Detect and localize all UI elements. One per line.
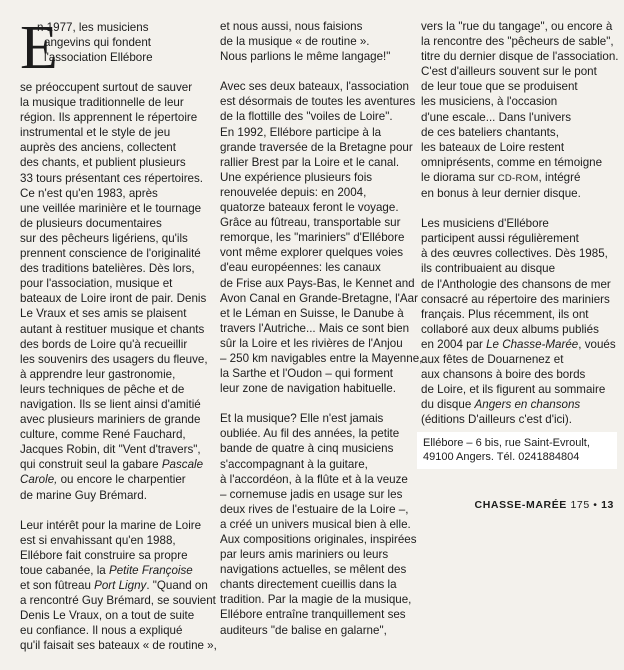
italic-title: Angers en chansons (474, 398, 581, 412)
text-line: les bateaux de Loire restent (421, 140, 565, 154)
text-line: vers la "rue du tangage", ou encore à (421, 20, 613, 33)
paragraph-continued (220, 19, 402, 64)
address-box (417, 432, 617, 469)
text-segment: toue cabanée, la (20, 563, 109, 577)
text-line: d'une escale... Dans l'univers (421, 110, 572, 124)
text-line: grande traversée de la Bretagne pour (220, 140, 413, 154)
text-line: collaboré aux deux albums publiés (421, 322, 599, 336)
text-line: a rencontré Guy Brémard, se souvient (20, 594, 216, 608)
text-line: Avon Canal en Grande-Bretagne, l'Aar (220, 291, 418, 305)
paragraph-flotilla (220, 79, 423, 396)
text-line: la rencontre des "pêcheurs de sable", (421, 35, 614, 49)
text-segment: qui construit seul la gabare (20, 458, 159, 472)
text-line: une veillée marinière et le tournage (20, 201, 202, 215)
text-line: instrumental et le style de jeu (20, 126, 171, 140)
dropcap-letter: E (20, 14, 58, 82)
text-segment: le diorama sur (421, 170, 498, 184)
text-line: ils contribuaient au disque (421, 262, 556, 276)
text-line: sur des pêcheurs ligériens, qu'ils (20, 231, 188, 245)
text-line: de marine Guy Brémard. (20, 488, 147, 502)
text-line: est si envahissant qu'en 1988, (20, 533, 176, 547)
text-segment: du disque (421, 398, 475, 412)
paragraph-1 (20, 80, 208, 503)
text-line: n 1977, les musiciens (37, 21, 149, 34)
text-line: Ellébore fait construire sa propre (20, 548, 188, 562)
text-line: bateaux de Loire iront de pair. Denis (20, 292, 207, 306)
text-line: des chants, et publient plusieurs (20, 156, 186, 170)
text-line: la Sarthe et l'Oudon – qui forment (220, 367, 394, 381)
text-line: leur zone de navigation habituelle. (220, 382, 396, 396)
text-line: de plusieurs documentaires (20, 216, 162, 230)
text-line: En 1992, Ellébore participe à la (220, 125, 382, 139)
text-line: participent aussi régulièrement (421, 232, 579, 246)
text-line: les souvenirs des usagers du fleuve, (20, 352, 208, 366)
text-line: de Frise aux Pays-Bas, le Kennet and (220, 276, 415, 290)
text-line: tradition. Par la magie de la musique, (220, 593, 412, 607)
text-segment: ou encore le charpentier (57, 473, 186, 487)
article-column-2 (220, 19, 423, 638)
text-line: Avec ses deux bateaux, l'association (220, 80, 409, 94)
footer-bullet: • (593, 499, 598, 511)
text-line: à apprendre leur gastronomie, (20, 367, 176, 381)
text-line: des bords de Loire qu'à recueillir (20, 337, 188, 351)
text-line: à l'accordéon, à la flûte et à la veuze (220, 472, 408, 486)
paragraph-collective-works (421, 216, 616, 427)
magazine-name: CHASSE-MARÉE (474, 499, 567, 511)
paragraph-music (220, 411, 417, 637)
text-line: se préoccupent surtout de sauver (20, 81, 193, 94)
text-line (421, 337, 616, 352)
text-line: 33 tours présentant ces répertoires. (20, 171, 204, 185)
text-line: Le Vraux et ses amis se plaisent (20, 307, 187, 321)
italic-title: Carole, (20, 473, 58, 487)
text-line: eu confiance. Il nous a expliqué (20, 624, 183, 638)
text-line (421, 397, 611, 412)
text-line: navigation. Ils se lient ainsi d'amitié (20, 397, 201, 411)
text-line: C'est d'ailleurs souvent sur le pont (421, 65, 597, 79)
text-line: aux chansons à boire des bords (421, 368, 586, 382)
text-line: sûr la Loire et les rivières de l'Anjou (220, 336, 403, 350)
text-line: de leur toue que se produisent (421, 80, 578, 94)
text-line: aux fêtes de Douarnenez et (421, 352, 564, 366)
text-line: culture, comme René Fauchard, (20, 428, 186, 442)
text-line: a créé un univers musical bien à elle. (220, 517, 411, 531)
text-line: consacré au répertoire des mariniers (421, 292, 610, 306)
text-line: prennent conscience de l'originalité (20, 247, 201, 261)
text-segment: CD-ROM (497, 172, 539, 184)
text-line: leurs techniques de pêche et de (20, 382, 185, 396)
text-segment: , intégré (538, 170, 581, 184)
italic-title: Pascale (161, 458, 204, 472)
text-line: de la musique « de routine ». (220, 35, 370, 49)
text-line (421, 170, 611, 186)
text-line: région. Ils apprennent le répertoire (20, 111, 198, 125)
text-line: Leur intérêt pour la marine de Loire (20, 518, 202, 532)
text-line: la musique traditionnelle de leur (20, 96, 184, 110)
text-line: remorque, les "mariniers" d'Ellébore (220, 231, 405, 245)
text-line: par leurs amis mariniers ou leurs (220, 548, 389, 562)
text-line: Jacques Robin, dit "Vent d'travers", (20, 443, 201, 457)
text-line: autant à restituer musique et chants (20, 322, 205, 336)
text-line (20, 563, 200, 578)
text-line: s'accompagnant à la guitare, (220, 457, 368, 471)
text-segment: et son fûtreau (20, 579, 95, 592)
text-line: l'association Ellébore (44, 51, 153, 65)
text-line: de Loire, et ils figurent au sommaire (421, 383, 606, 397)
address-line-1: Ellébore – 6 bis, rue Saint-Evroult, (423, 437, 590, 449)
text-line: est désormais de toutes les aventures (220, 95, 416, 109)
text-segment: en 2004 par (421, 337, 487, 351)
text-line: Les musiciens d'Ellébore (421, 217, 549, 231)
text-line: Ce n'est qu'en 1983, après (20, 186, 158, 200)
text-line: Et la musique? Elle n'est jamais (220, 412, 384, 426)
text-line: des traditions batelières. Dès lors, (20, 262, 195, 276)
text-line: omniprésents, comme en témoigne (421, 155, 603, 169)
text-line: de la flottille des "voiles de Loire". (220, 110, 393, 124)
text-line: deux rives de l'estuaire de la Loire –, (220, 502, 409, 516)
text-line: navigations actuelles, se mêlent des (220, 563, 407, 577)
text-line: titre du dernier disque de l'association. (421, 50, 619, 64)
text-line: avec plusieurs mariniers de grande (20, 413, 201, 427)
text-line: rallier Brest par la Loire et le canal. (220, 155, 400, 169)
text-line: renouvelée depuis: en 2004, (220, 185, 367, 199)
text-line (20, 578, 208, 593)
page-number: 13 (601, 499, 614, 511)
italic-title: Port Ligny (94, 579, 147, 592)
text-line: oubliée. Au fil des années, la petite (220, 427, 400, 441)
paragraph-continued-2 (421, 19, 619, 201)
italic-title: Le Chasse-Marée (486, 337, 579, 351)
text-line: Denis Le Vraux, on a tout de suite (20, 609, 195, 623)
page-footer (0, 499, 614, 511)
text-line: auditeurs "de balise en galarne", (220, 623, 387, 637)
italic-title: Petite Françoise (108, 563, 193, 577)
text-line: de l'Anthologie des chansons de mer (421, 277, 611, 291)
text-line: à des œuvres collectives. Dès 1985, (421, 247, 608, 261)
text-line: Aux compositions originales, inspirées (220, 533, 417, 546)
text-line (20, 472, 200, 487)
text-line: et le Léman en Suisse, le Danube à (220, 306, 404, 320)
text-line: Grâce au fûtreau, transportable sur (220, 216, 401, 230)
text-line: de ces bateliers chantants, (421, 125, 559, 139)
text-line: quatorze bateaux feront le voyage. (220, 201, 399, 215)
text-line: chants directement cueillis dans la (220, 578, 397, 592)
address-line-2: 49100 Angers. Tél. 0241884804 (423, 451, 580, 463)
text-line: vont même explorer quelques voies (220, 246, 404, 260)
text-line: Nous parlions le même langage!" (220, 50, 391, 64)
text-segment: , voués (578, 337, 616, 351)
paragraph-2 (20, 518, 217, 654)
text-line: bande de quatre à cinq musiciens (220, 442, 394, 456)
text-line: en bonus à leur dernier disque. (421, 187, 581, 201)
text-line: pour l'association, musique et (20, 277, 173, 291)
text-line (20, 457, 204, 472)
text-line: qu'il faisait ses bateaux « de routine », (20, 639, 217, 653)
text-line: les musiciens, à l'occasion (421, 95, 558, 109)
text-line: – 250 km navigables entre la Mayenne, (220, 351, 423, 365)
article-column-3 (421, 19, 619, 427)
text-line: français. Plus récemment, ils ont (421, 307, 589, 321)
text-line: Une expérience plusieurs fois (220, 170, 373, 184)
text-line: travers l'Autriche... Mais ce sont bien (220, 321, 410, 335)
text-line: angevins qui fondent (44, 36, 152, 50)
text-line: d'eau européennes: les canaux (220, 261, 381, 275)
text-line: (éditions D'ailleurs c'est d'ici). (421, 413, 572, 427)
issue-number: 175 (570, 499, 590, 511)
text-line: auprès des anciens, collectent (20, 141, 176, 155)
text-line: – cornemuse jadis en usage sur les (220, 487, 403, 501)
article-column-1 (20, 14, 217, 653)
dropcap-intro (20, 14, 200, 82)
text-line: et nous aussi, nous faisions (220, 20, 363, 33)
text-line: Ellébore entraîne tranquillement ses (220, 608, 406, 622)
text-segment: . "Quand on (146, 579, 208, 592)
